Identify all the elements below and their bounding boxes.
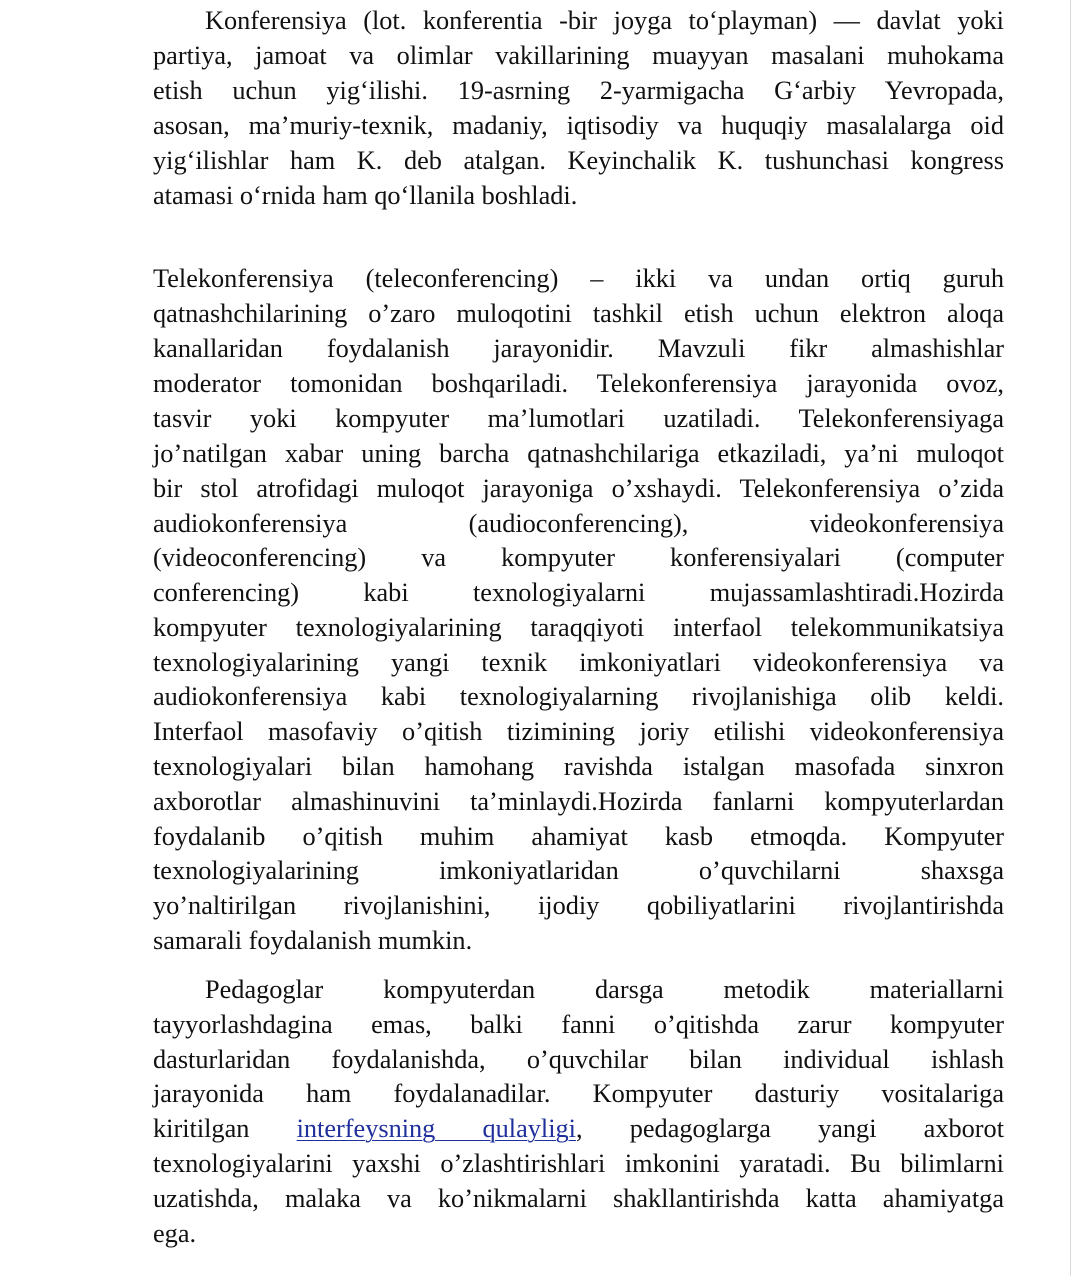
paragraph-1-line-4: asosan, ma’muriy-texnik, madaniy, iqtisodiy va huquqiy masalalarga oid (153, 111, 1004, 140)
paragraph-3-line-3: dasturlaridan foydalanishda, o’quvchilar bilan individual ishlash (153, 1045, 1004, 1074)
paragraph-2-line-2: qatnashchilarining o’zaro muloqotini tashkil etish uchun elektron aloqa (153, 299, 1004, 328)
paragraph-2-line-6: jo’natilgan xabar uning barcha qatnashchilariga etkaziladi, ya’ni muloqot (153, 439, 1004, 468)
paragraph-2-line-12: texnologiyalarining yangi texnik imkoniyatlari videokonferensiya va (153, 648, 1004, 677)
paragraph-3-line-2: tayyorlashdagina emas, balki fanni o’qitishda zarur kompyuter (153, 1010, 1004, 1039)
paragraph-1-line-6: atamasi o‘rnida ham qo‘llanila boshladi. (153, 181, 578, 210)
paragraph-1-line-3: etish uchun yig‘ilishi. 19-asrning 2-yarmigacha G‘arbiy Yevropada, (153, 76, 1004, 105)
paragraph-3-line-4: jarayonida ham foydalanadilar. Kompyuter dasturiy vositalariga (153, 1079, 1004, 1108)
paragraph-1-line-1: Konferensiya (lot. konferentia -bir joyga to‘playman) — davlat yoki (205, 6, 1004, 35)
paragraph-2-line-4: moderator tomonidan boshqariladi. Telekonferensiya jarayonida ovoz, (153, 369, 1004, 398)
paragraph-3-line-6: texnologiyalarini yaxshi o’zlashtirishlari imkonini yaratadi. Bu bilimlarni (153, 1149, 1004, 1178)
paragraph-2-line-1: Telekonferensiya (teleconferencing) – ikki va undan ortiq guruh (153, 264, 1004, 293)
paragraph-2-line-19: yo’naltirilgan rivojlanishini, ijodiy qobiliyatlarini rivojlantirishda (153, 891, 1004, 920)
paragraph-3-line-7: uzatishda, malaka va ko’nikmalarni shakllantirishda katta ahamiyatga (153, 1184, 1004, 1213)
paragraph-2-line-7: bir stol atrofidagi muloqot jarayoniga o’xshaydi. Telekonferensiya o’zida (153, 474, 1004, 503)
paragraph-3-line-5-text-after: , pedagoglarga yangi axborot (576, 1114, 1004, 1143)
paragraph-2-line-5: tasvir yoki kompyuter ma’lumotlari uzatiladi. Telekonferensiyaga (153, 404, 1004, 433)
paragraph-2-line-20: samarali foydalanish mumkin. (153, 926, 473, 955)
paragraph-2-line-17: foydalanib o’qitish muhim ahamiyat kasb etmoqda. Kompyuter (153, 822, 1004, 851)
paragraph-2-line-18: texnologiyalarining imkoniyatlaridan o’quvchilarni shaxsga (153, 856, 1004, 885)
paragraph-2-line-14: Interfaol masofaviy o’qitish tizimining joriy etilishi videokonferensiya (153, 717, 1004, 746)
interface-convenience-link[interactable]: interfeysning qulayligi (296, 1114, 576, 1143)
paragraph-3-line-5-text-before: kiritilgan (153, 1114, 297, 1143)
paragraph-3-line-5 (153, 1112, 1004, 1146)
paragraph-2-line-16: axborotlar almashinuvini ta’minlaydi.Hozirda fanlarni kompyuterlardan (153, 787, 1004, 816)
paragraph-2-line-11: kompyuter texnologiyalarining taraqqiyoti interfaol telekommunikatsiya (153, 613, 1004, 642)
paragraph-2-line-8: audiokonferensiya (audioconferencing), videokonferensiya (153, 509, 1004, 538)
paragraph-1-line-2: partiya, jamoat va olimlar vakillarining muayyan masalani muhokama (153, 41, 1004, 70)
paragraph-2-line-9: (videoconferencing) va kompyuter konferensiyalari (computer (153, 543, 1004, 572)
paragraph-2-line-15: texnologiyalari bilan hamohang ravishda istalgan masofada sinxron (153, 752, 1004, 781)
paragraph-2-line-10: conferencing) kabi texnologiyalarni mujassamlashtiradi.Hozirda (153, 578, 1004, 607)
paragraph-3-line-8: ega. (153, 1219, 197, 1248)
paragraph-2-line-13: audiokonferensiya kabi texnologiyalarning rivojlanishiga olib keldi. (153, 682, 1004, 711)
paragraph-3-line-1: Pedagoglar kompyuterdan darsga metodik materiallarni (205, 975, 1004, 1004)
paragraph-2-line-3: kanallaridan foydalanish jarayonidir. Mavzuli fikr almashishlar (153, 334, 1004, 363)
paragraph-1-line-5: yig‘ilishlar ham K. deb atalgan. Keyinchalik K. tushunchasi kongress (153, 146, 1004, 175)
